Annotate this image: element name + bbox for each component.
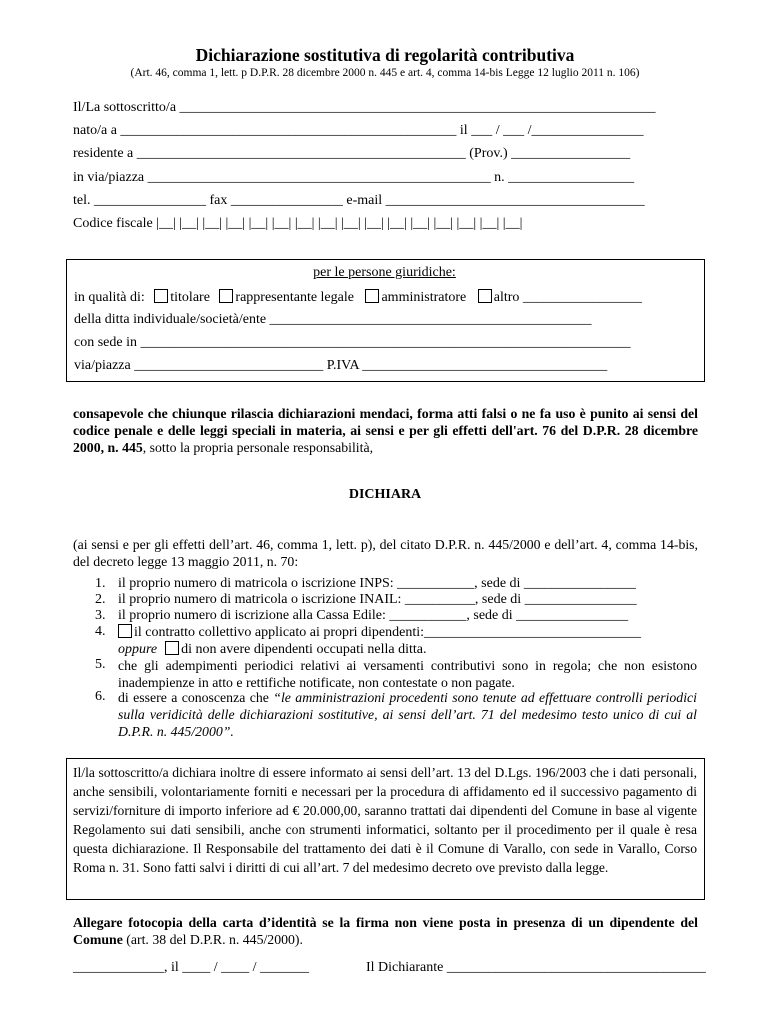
item-5-number: 5.	[95, 657, 106, 672]
item-6-quote: “le amministrazioni procedenti sono tenute ad effettuare controlli periodici sulla veridicità delle dichiarazioni sostitutive, ai sensi dell’art. 71 del medesimo testo unico di cui al D.P.R. n. 445/2000”.	[118, 690, 697, 739]
titolare-label: titolare	[170, 290, 210, 305]
allegare-normal: (art. 38 del D.P.R. n. 445/2000).	[122, 932, 303, 947]
item-2-number: 2.	[95, 592, 106, 607]
qualita-label: in qualità di:	[74, 290, 145, 305]
contatti-field[interactable]: tel. ________________ fax ________________ e-mail _____________________________________	[73, 193, 645, 208]
item-2[interactable]: il proprio numero di matricola o iscrizione INAIL: __________, sede di ________________	[118, 592, 637, 607]
document-title: Dichiarazione sostitutiva di regolarità contributiva	[195, 45, 575, 65]
codice-fiscale-field[interactable]: Codice fiscale |__| |__| |__| |__| |__| |__| |__| |__| |__| |__| |__| |__| |__| |__| |__| |__|	[73, 216, 523, 231]
sede-field[interactable]: con sede in ______________________________________________________________________	[74, 335, 631, 350]
item-3[interactable]: il proprio numero di iscrizione alla Cassa Edile: ___________, sede di ________________	[118, 608, 629, 623]
oppure-label: oppure	[118, 642, 158, 657]
amministratore-checkbox[interactable]	[365, 289, 379, 303]
item-6-number: 6.	[95, 689, 106, 704]
item-3-number: 3.	[95, 608, 106, 623]
titolare-checkbox[interactable]	[154, 289, 168, 303]
item-4-text[interactable]: il contratto collettivo applicato ai propri dipendenti:_______________________________	[134, 625, 642, 640]
residente-field[interactable]: residente a _______________________________________________ (Prov.) _________________	[73, 146, 631, 161]
altro-label[interactable]: altro _________________	[493, 290, 642, 305]
item-4-number: 4.	[95, 624, 106, 639]
item-5: che gli adempimenti periodici relativi ai versamenti contributivi sono in regola; che non esistono inadempienze in atto e rettifiche notificate, non contestate o non pagate.	[118, 658, 697, 690]
item-6	[118, 689, 697, 740]
consapevole-paragraph	[73, 405, 698, 456]
dichiarante-signature-field[interactable]: Il Dichiarante _____________________________________	[366, 960, 706, 975]
persone-giuridiche-heading: per le persone giuridiche:	[313, 265, 456, 280]
privacy-text: Il/la sottoscritto/a dichiara inoltre di essere informato ai sensi dell’art. 13 del D.Lgs. 196/2003 che i dati personali, anche sensibili, volontariamente forniti e necessari per la procedura di affidamento ed il successivo pagamento di servizi/forniture di importo inferiore ad € 20.000,00, saranno trattati dai dipendenti del Comune in base al vigente Regolamento sui dati sensibili, anche con strumenti informatici, soltanto per il procedimento per il quale è resa questa dichiarazione. Il Responsabile del trattamento dei dati è il Comune di Varallo, con sede in Varallo, Corso Roma n. 31. Sono fatti salvi i diritti di cui all’art. 7 del medesimo decreto ove previsto dalla legge.	[73, 765, 697, 875]
item-4	[118, 624, 641, 641]
item-4b	[118, 641, 426, 658]
dichiara-heading: DICHIARA	[348, 487, 422, 502]
contratto-checkbox[interactable]	[118, 624, 132, 638]
allegare-paragraph	[73, 914, 698, 948]
no-dipendenti-checkbox[interactable]	[165, 641, 179, 655]
dichiara-intro: (ai sensi e per gli effetti dell’art. 46, comma 1, lett. p), del citato D.P.R. n. 445/2000 e dell’art. 4, comma 14-bis, del decreto legge 13 maggio 2011, n. 70:	[73, 537, 698, 569]
altro-checkbox[interactable]	[478, 289, 492, 303]
item-6-lead: di essere a conoscenza che	[118, 690, 274, 705]
rappresentante-label: rappresentante legale	[235, 290, 354, 305]
qualita-row	[74, 289, 642, 306]
amministratore-label: amministratore	[381, 290, 467, 305]
sottoscritto-field[interactable]: Il/La sottoscritto/a ____________________________________________________________________	[73, 100, 656, 115]
consapevole-bold: consapevole che chiunque rilascia dichiarazioni mendaci, forma atti falsi o ne fa uso è punito ai sensi del codice penale e delle leggi speciali in materia, ai sensi e per gli effetti dell'art. 76 del D.P.R. 28 dicembre 2000, n. 445	[73, 406, 698, 455]
item-1[interactable]: il proprio numero di matricola o iscrizione INPS: ___________, sede di ________________	[118, 576, 636, 591]
rappresentante-checkbox[interactable]	[219, 289, 233, 303]
consapevole-normal: , sotto la propria personale responsabilità,	[142, 440, 374, 455]
item-1-number: 1.	[95, 576, 106, 591]
item-4b-text: di non avere dipendenti occupati nella ditta.	[181, 642, 427, 657]
allegare-bold: Allegare fotocopia della carta d’identità se la firma non viene posta in presenza di un dipendente del Comune	[73, 915, 698, 947]
ditta-field[interactable]: della ditta individuale/società/ente ______________________________________________	[74, 312, 592, 327]
data-luogo-field[interactable]: _____________, il ____ / ____ / _______	[73, 960, 310, 975]
via-piva-field[interactable]: via/piazza ___________________________ P.IVA ___________________________________	[74, 358, 608, 373]
document-subtitle: (Art. 46, comma 1, lett. p D.P.R. 28 dicembre 2000 n. 445 e art. 4, comma 14-bis Legge 12 luglio 2011 n. 106)	[130, 67, 640, 79]
nato-field[interactable]: nato/a a ________________________________________________ il ___ / ___ /________________	[73, 123, 644, 138]
via-field[interactable]: in via/piazza _________________________________________________ n. __________________	[73, 170, 635, 185]
